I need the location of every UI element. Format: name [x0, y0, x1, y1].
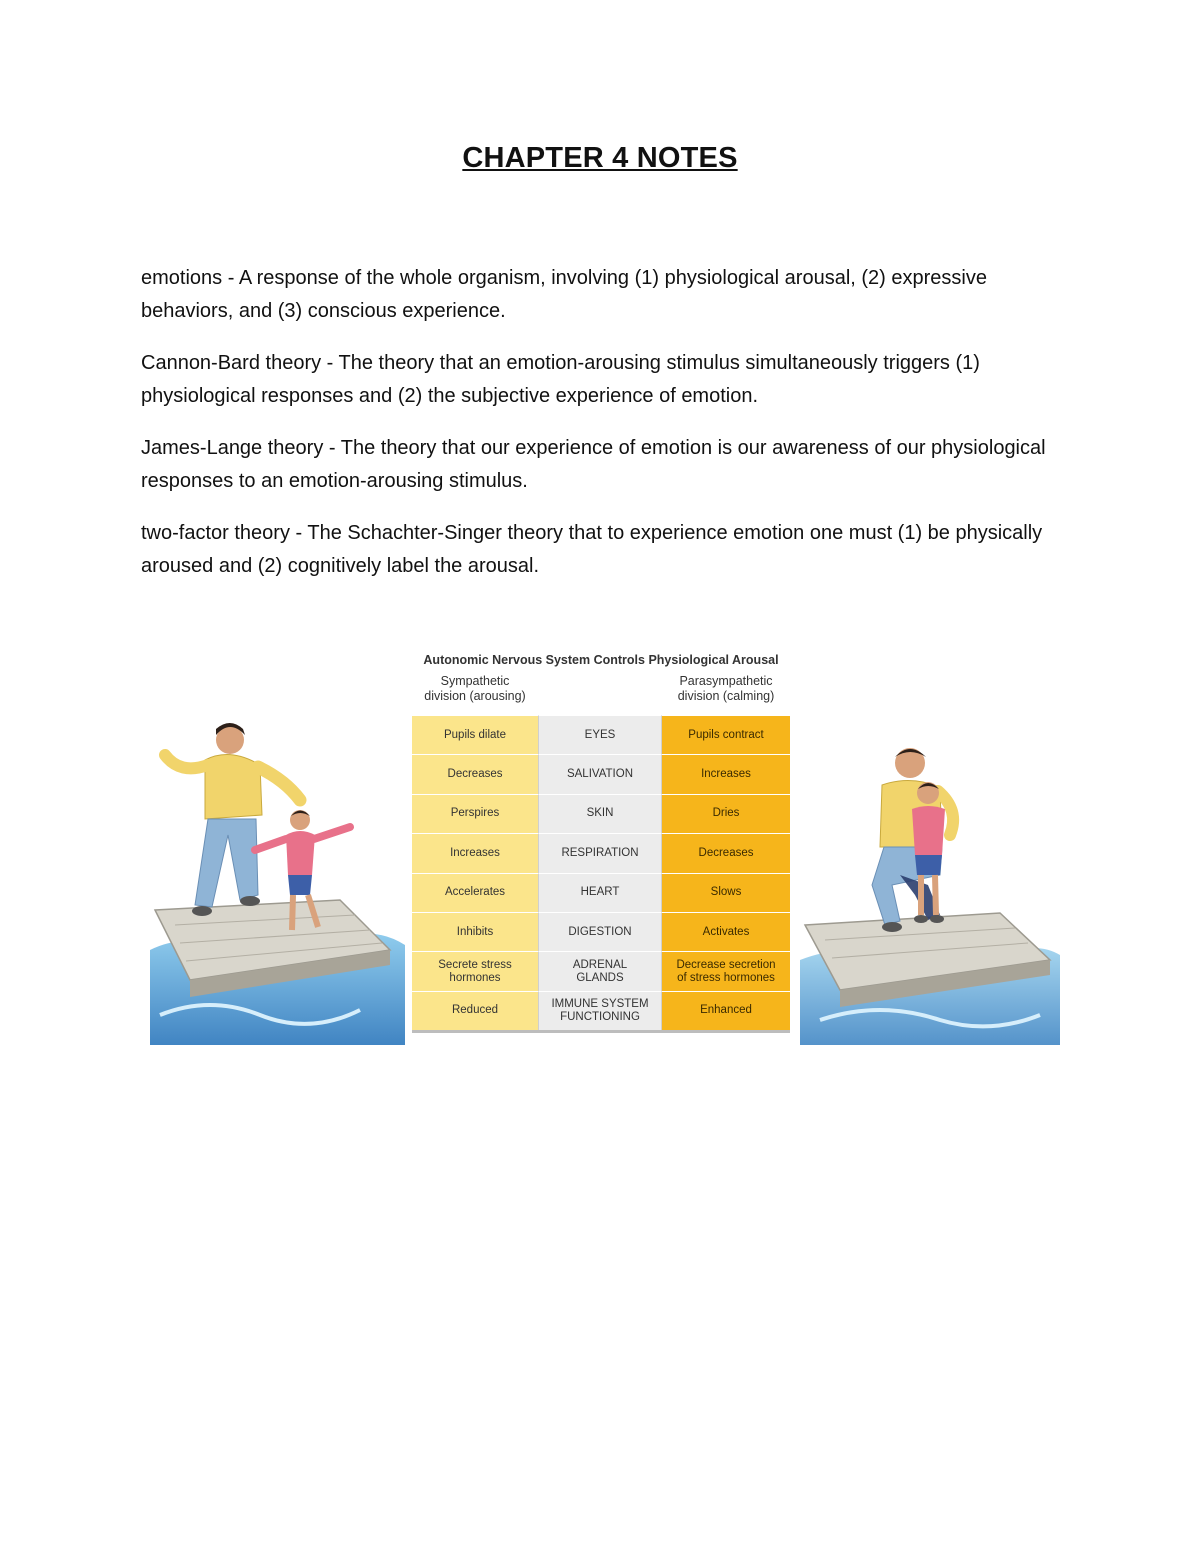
ans-table-headers	[412, 670, 790, 715]
ans-row-heart	[412, 873, 790, 912]
ans-table-body	[412, 715, 790, 1033]
organ-cell: SALIVATION	[538, 754, 662, 793]
definition-two-factor: two-factor theory - The Schachter-Singer theory that to experience emotion one must (1) be physically aroused and (2) cognitively label the arousal.	[141, 522, 1043, 577]
sympathetic-cell: Inhibits	[412, 912, 538, 951]
ans-row-respiration	[412, 833, 790, 872]
sympathetic-cell: Pupils dilate	[412, 715, 538, 754]
organ-cell: SKIN	[538, 794, 662, 833]
definition-james-lange: James-Lange theory - The theory that our experience of emotion is our awareness of our physiological responses to an emotion-arousing stimulus.	[141, 437, 1046, 492]
sympathetic-cell: Perspires	[412, 794, 538, 833]
organ-cell: RESPIRATION	[538, 833, 662, 872]
page-title: CHAPTER 4 NOTES	[462, 142, 738, 174]
organ-cell: IMMUNE SYSTEM FUNCTIONING	[538, 991, 662, 1030]
organ-cell: HEART	[538, 873, 662, 912]
aroused-scene-illustration	[150, 715, 405, 1045]
ans-row-skin	[412, 794, 790, 833]
parasympathetic-cell: Dries	[662, 794, 790, 833]
ans-figure	[150, 650, 1060, 1050]
parasympathetic-cell: Increases	[662, 754, 790, 793]
parasympathetic-cell: Decrease secretion of stress hormones	[662, 951, 790, 990]
ans-row-eyes	[412, 715, 790, 754]
parasympathetic-cell: Activates	[662, 912, 790, 951]
ans-table-title: Autonomic Nervous System Controls Physiological Arousal	[423, 653, 779, 667]
sympathetic-cell: Accelerates	[412, 873, 538, 912]
parasympathetic-header: Parasympathetic division (calming)	[677, 674, 775, 703]
sympathetic-cell: Reduced	[412, 991, 538, 1030]
ans-row-adrenal-glands	[412, 951, 790, 990]
ans-table	[412, 650, 790, 1033]
definitions	[141, 262, 1071, 602]
ans-row-digestion	[412, 912, 790, 951]
sympathetic-cell: Secrete stress hormones	[412, 951, 538, 990]
parasympathetic-cell: Decreases	[662, 833, 790, 872]
organ-cell: DIGESTION	[538, 912, 662, 951]
definition-emotions: emotions - A response of the whole organism, involving (1) physiological arousal, (2) expressive behaviors, and (3) conscious experience.	[141, 267, 987, 322]
ans-row-salivation	[412, 754, 790, 793]
ans-row-immune-system	[412, 991, 790, 1030]
organ-cell: ADRENAL GLANDS	[538, 951, 662, 990]
calm-scene-illustration	[800, 735, 1060, 1045]
sympathetic-cell: Increases	[412, 833, 538, 872]
organ-cell: EYES	[538, 715, 662, 754]
definition-cannon-bard: Cannon-Bard theory - The theory that an emotion-arousing stimulus simultaneously triggers (1) physiological responses and (2) the subjective experience of emotion.	[141, 352, 980, 407]
parasympathetic-cell: Enhanced	[662, 991, 790, 1030]
sympathetic-header: Sympathetic division (arousing)	[424, 674, 526, 703]
parasympathetic-cell: Pupils contract	[662, 715, 790, 754]
parasympathetic-cell: Slows	[662, 873, 790, 912]
sympathetic-cell: Decreases	[412, 754, 538, 793]
